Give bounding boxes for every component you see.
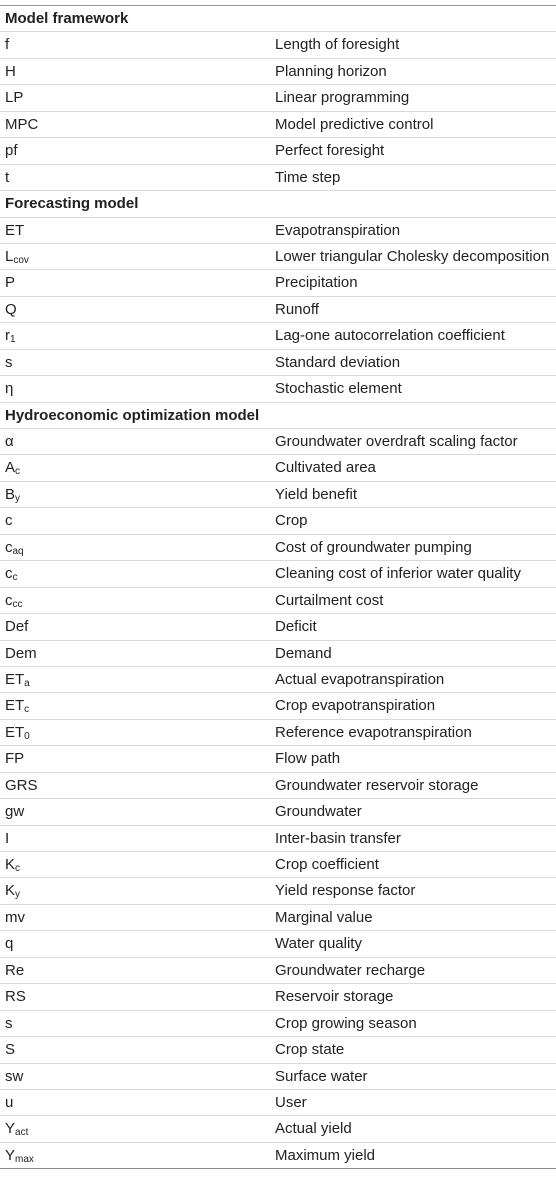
symbol-cell xyxy=(5,376,13,402)
definition-cell: Precipitation xyxy=(275,274,358,292)
table-row xyxy=(0,455,556,481)
definition-cell: Crop coefficient xyxy=(275,856,379,873)
table-row xyxy=(0,165,556,191)
definition-cell: Time step xyxy=(275,168,341,186)
definition-cell: Water quality xyxy=(275,935,362,953)
table-row xyxy=(0,297,556,323)
definition-cell: User xyxy=(275,1093,307,1111)
definition-cell: Surface water xyxy=(275,1067,368,1085)
symbol-text: c xyxy=(5,565,13,583)
definition-cell: Groundwater xyxy=(275,803,362,821)
table-row xyxy=(0,429,556,455)
symbol-cell xyxy=(5,693,29,719)
symbol-subscript: c xyxy=(15,863,21,874)
symbol-text: ET xyxy=(5,670,25,688)
symbol-text: B xyxy=(5,485,16,503)
symbol-cell xyxy=(5,85,23,111)
symbol-cell xyxy=(5,905,25,931)
table-row xyxy=(0,905,556,931)
table-row xyxy=(0,270,556,296)
symbol-cell xyxy=(5,852,20,878)
table-row xyxy=(0,852,556,878)
table-row xyxy=(0,958,556,984)
symbol-cell xyxy=(5,1037,15,1063)
symbol-cell xyxy=(5,455,20,481)
symbol-text: P xyxy=(5,274,16,292)
table-row xyxy=(0,535,556,561)
symbol-cell xyxy=(5,138,18,164)
symbol-cell xyxy=(5,746,24,772)
symbol-cell xyxy=(5,508,13,534)
table-row xyxy=(0,32,556,58)
symbol-subscript: 1 xyxy=(10,334,16,346)
definition-cell: Linear programming xyxy=(275,89,410,107)
table-row xyxy=(0,693,556,719)
symbol-cell xyxy=(5,429,14,455)
table-row xyxy=(0,826,556,852)
symbol-text: sw xyxy=(5,1067,24,1085)
symbol-cell xyxy=(5,773,38,799)
definition-cell: Crop evapotranspiration xyxy=(275,697,436,715)
definition-cell: Crop state xyxy=(275,1041,345,1059)
symbol-subscript: cov xyxy=(13,254,29,266)
table-row xyxy=(0,1064,556,1090)
symbol-cell xyxy=(5,244,29,270)
table-row xyxy=(0,218,556,244)
table-row xyxy=(0,482,556,508)
symbol-text: c xyxy=(5,538,13,556)
table-row xyxy=(0,59,556,85)
symbol-text: u xyxy=(5,1093,14,1111)
symbol-text: c xyxy=(5,512,13,530)
section-header xyxy=(0,403,556,429)
definition-cell: Lag-one autocorrelation coefficient xyxy=(275,327,505,345)
table-row xyxy=(0,376,556,402)
symbol-cell xyxy=(5,270,15,296)
table-row xyxy=(0,350,556,376)
definition-cell: Evapotranspiration xyxy=(275,221,401,239)
symbol-cell xyxy=(5,641,37,667)
section-title: Model framework xyxy=(5,10,129,27)
symbol-text: mv xyxy=(5,908,25,926)
definition-cell: Crop xyxy=(275,512,308,530)
table-row xyxy=(0,588,556,614)
symbol-cell xyxy=(5,535,24,561)
symbol-text: K xyxy=(5,882,16,900)
symbol-text: RS xyxy=(5,988,26,1006)
symbol-text: I xyxy=(5,829,10,847)
definition-cell: Cleaning cost of inferior water quality xyxy=(275,565,521,583)
table-row xyxy=(0,112,556,138)
table-row xyxy=(0,1116,556,1142)
definition-cell: Curtailment cost xyxy=(275,591,384,609)
symbol-subscript: y xyxy=(15,889,21,901)
table-row xyxy=(0,323,556,349)
definition-cell: Planning horizon xyxy=(275,62,387,80)
symbol-text: K xyxy=(5,856,16,873)
symbol-cell xyxy=(5,1116,28,1142)
symbol-subscript: max xyxy=(15,1153,34,1165)
symbol-cell xyxy=(5,614,28,640)
symbol-text: q xyxy=(5,935,14,953)
table-row xyxy=(0,984,556,1010)
symbol-text: Re xyxy=(5,961,25,979)
section-header xyxy=(0,6,556,32)
symbol-text: η xyxy=(5,380,14,398)
definition-cell: Marginal value xyxy=(275,908,373,926)
symbol-cell xyxy=(5,323,16,349)
symbol-text: ET xyxy=(5,723,25,741)
symbol-text: α xyxy=(5,433,14,450)
symbol-cell xyxy=(5,958,24,984)
symbol-cell xyxy=(5,165,9,191)
symbol-cell xyxy=(5,112,38,138)
table-row xyxy=(0,799,556,825)
symbol-cell xyxy=(5,720,30,746)
nomenclature-table xyxy=(0,5,556,1169)
section-title: Hydroeconomic optimization model xyxy=(5,406,260,424)
table-row xyxy=(0,614,556,640)
symbol-cell xyxy=(5,1090,13,1116)
symbol-cell xyxy=(5,32,9,58)
definition-cell: Cost of groundwater pumping xyxy=(275,538,472,556)
symbol-text: GRS xyxy=(5,776,38,794)
section-title: Forecasting model xyxy=(5,195,139,213)
symbol-text: MPC xyxy=(5,115,39,133)
definition-cell: Reservoir storage xyxy=(275,988,394,1006)
table-row xyxy=(0,1037,556,1063)
symbol-cell xyxy=(5,297,17,323)
symbol-cell xyxy=(5,826,9,852)
definition-cell: Crop growing season xyxy=(275,1014,417,1032)
definition-cell: Deficit xyxy=(275,618,317,636)
definition-cell: Cultivated area xyxy=(275,459,376,477)
definition-cell: Actual evapotranspiration xyxy=(275,670,445,688)
symbol-subscript: c xyxy=(12,572,18,584)
symbol-subscript: cc xyxy=(12,598,23,610)
symbol-text: s xyxy=(5,1014,13,1032)
symbol-subscript: aq xyxy=(12,545,24,557)
symbol-text: f xyxy=(5,36,10,54)
definition-cell: Maximum yield xyxy=(275,1146,376,1164)
table-row xyxy=(0,931,556,957)
table-row xyxy=(0,641,556,667)
symbol-text: LP xyxy=(5,89,24,107)
symbol-cell xyxy=(5,350,13,376)
symbol-text: Q xyxy=(5,300,17,318)
symbol-text: r xyxy=(5,327,10,345)
symbol-cell xyxy=(5,667,30,693)
definition-cell: Groundwater overdraft scaling factor xyxy=(275,433,518,450)
symbol-text: t xyxy=(5,168,10,186)
symbol-cell xyxy=(5,1011,13,1037)
table-row xyxy=(0,720,556,746)
symbol-cell xyxy=(5,561,18,587)
definition-cell: Inter-basin transfer xyxy=(275,829,401,847)
table-row xyxy=(0,667,556,693)
table-row xyxy=(0,746,556,772)
definition-cell: Lower triangular Cholesky decomposition xyxy=(275,247,550,265)
table-row xyxy=(0,1143,556,1169)
symbol-text: Y xyxy=(5,1146,16,1164)
definition-cell: Flow path xyxy=(275,750,341,768)
table-row xyxy=(0,1011,556,1037)
definition-cell: Reference evapotranspiration xyxy=(275,723,472,741)
symbol-text: gw xyxy=(5,803,25,821)
symbol-text: Dem xyxy=(5,644,37,662)
symbol-subscript: c xyxy=(15,466,21,478)
symbol-text: FP xyxy=(5,750,25,768)
symbol-text: H xyxy=(5,62,16,80)
symbol-text: Def xyxy=(5,618,29,636)
definition-cell: Length of foresight xyxy=(275,36,400,54)
symbol-cell xyxy=(5,931,13,957)
symbol-subscript: 0 xyxy=(24,730,30,742)
symbol-cell xyxy=(5,1064,23,1090)
symbol-text: ET xyxy=(5,697,25,715)
definition-cell: Groundwater reservoir storage xyxy=(275,776,479,794)
symbol-cell xyxy=(5,482,20,508)
section-header xyxy=(0,191,556,217)
definition-cell: Yield benefit xyxy=(275,485,358,503)
table-row xyxy=(0,878,556,904)
symbol-text: c xyxy=(5,591,13,609)
symbol-subscript: c xyxy=(24,704,30,716)
definition-cell: Demand xyxy=(275,644,332,662)
table-row xyxy=(0,561,556,587)
definition-cell: Yield response factor xyxy=(275,882,416,900)
table-row xyxy=(0,1090,556,1116)
definition-cell: Perfect foresight xyxy=(275,142,385,160)
symbol-subscript: a xyxy=(24,677,30,689)
symbol-cell xyxy=(5,59,16,85)
symbol-text: L xyxy=(5,247,14,265)
symbol-text: s xyxy=(5,353,13,371)
table-row xyxy=(0,244,556,270)
symbol-text: S xyxy=(5,1041,16,1059)
symbol-cell xyxy=(5,984,26,1010)
table-row xyxy=(0,508,556,534)
definition-cell: Model predictive control xyxy=(275,115,434,133)
table-row xyxy=(0,138,556,164)
symbol-text: Y xyxy=(5,1120,16,1138)
definition-cell: Actual yield xyxy=(275,1120,352,1138)
symbol-cell xyxy=(5,1143,34,1169)
symbol-text: pf xyxy=(5,142,18,160)
symbol-text: ET xyxy=(5,221,25,239)
definition-cell: Standard deviation xyxy=(275,353,401,371)
definition-cell: Runoff xyxy=(275,300,319,318)
definition-cell: Stochastic element xyxy=(275,380,402,398)
table-row xyxy=(0,85,556,111)
symbol-text: A xyxy=(5,459,16,477)
table-row xyxy=(0,773,556,799)
symbol-cell xyxy=(5,588,23,614)
definition-cell: Groundwater recharge xyxy=(275,961,426,979)
symbol-subscript: y xyxy=(15,492,21,504)
symbol-cell xyxy=(5,878,20,904)
symbol-cell xyxy=(5,218,24,244)
symbol-subscript: act xyxy=(15,1127,29,1139)
symbol-cell xyxy=(5,799,24,825)
